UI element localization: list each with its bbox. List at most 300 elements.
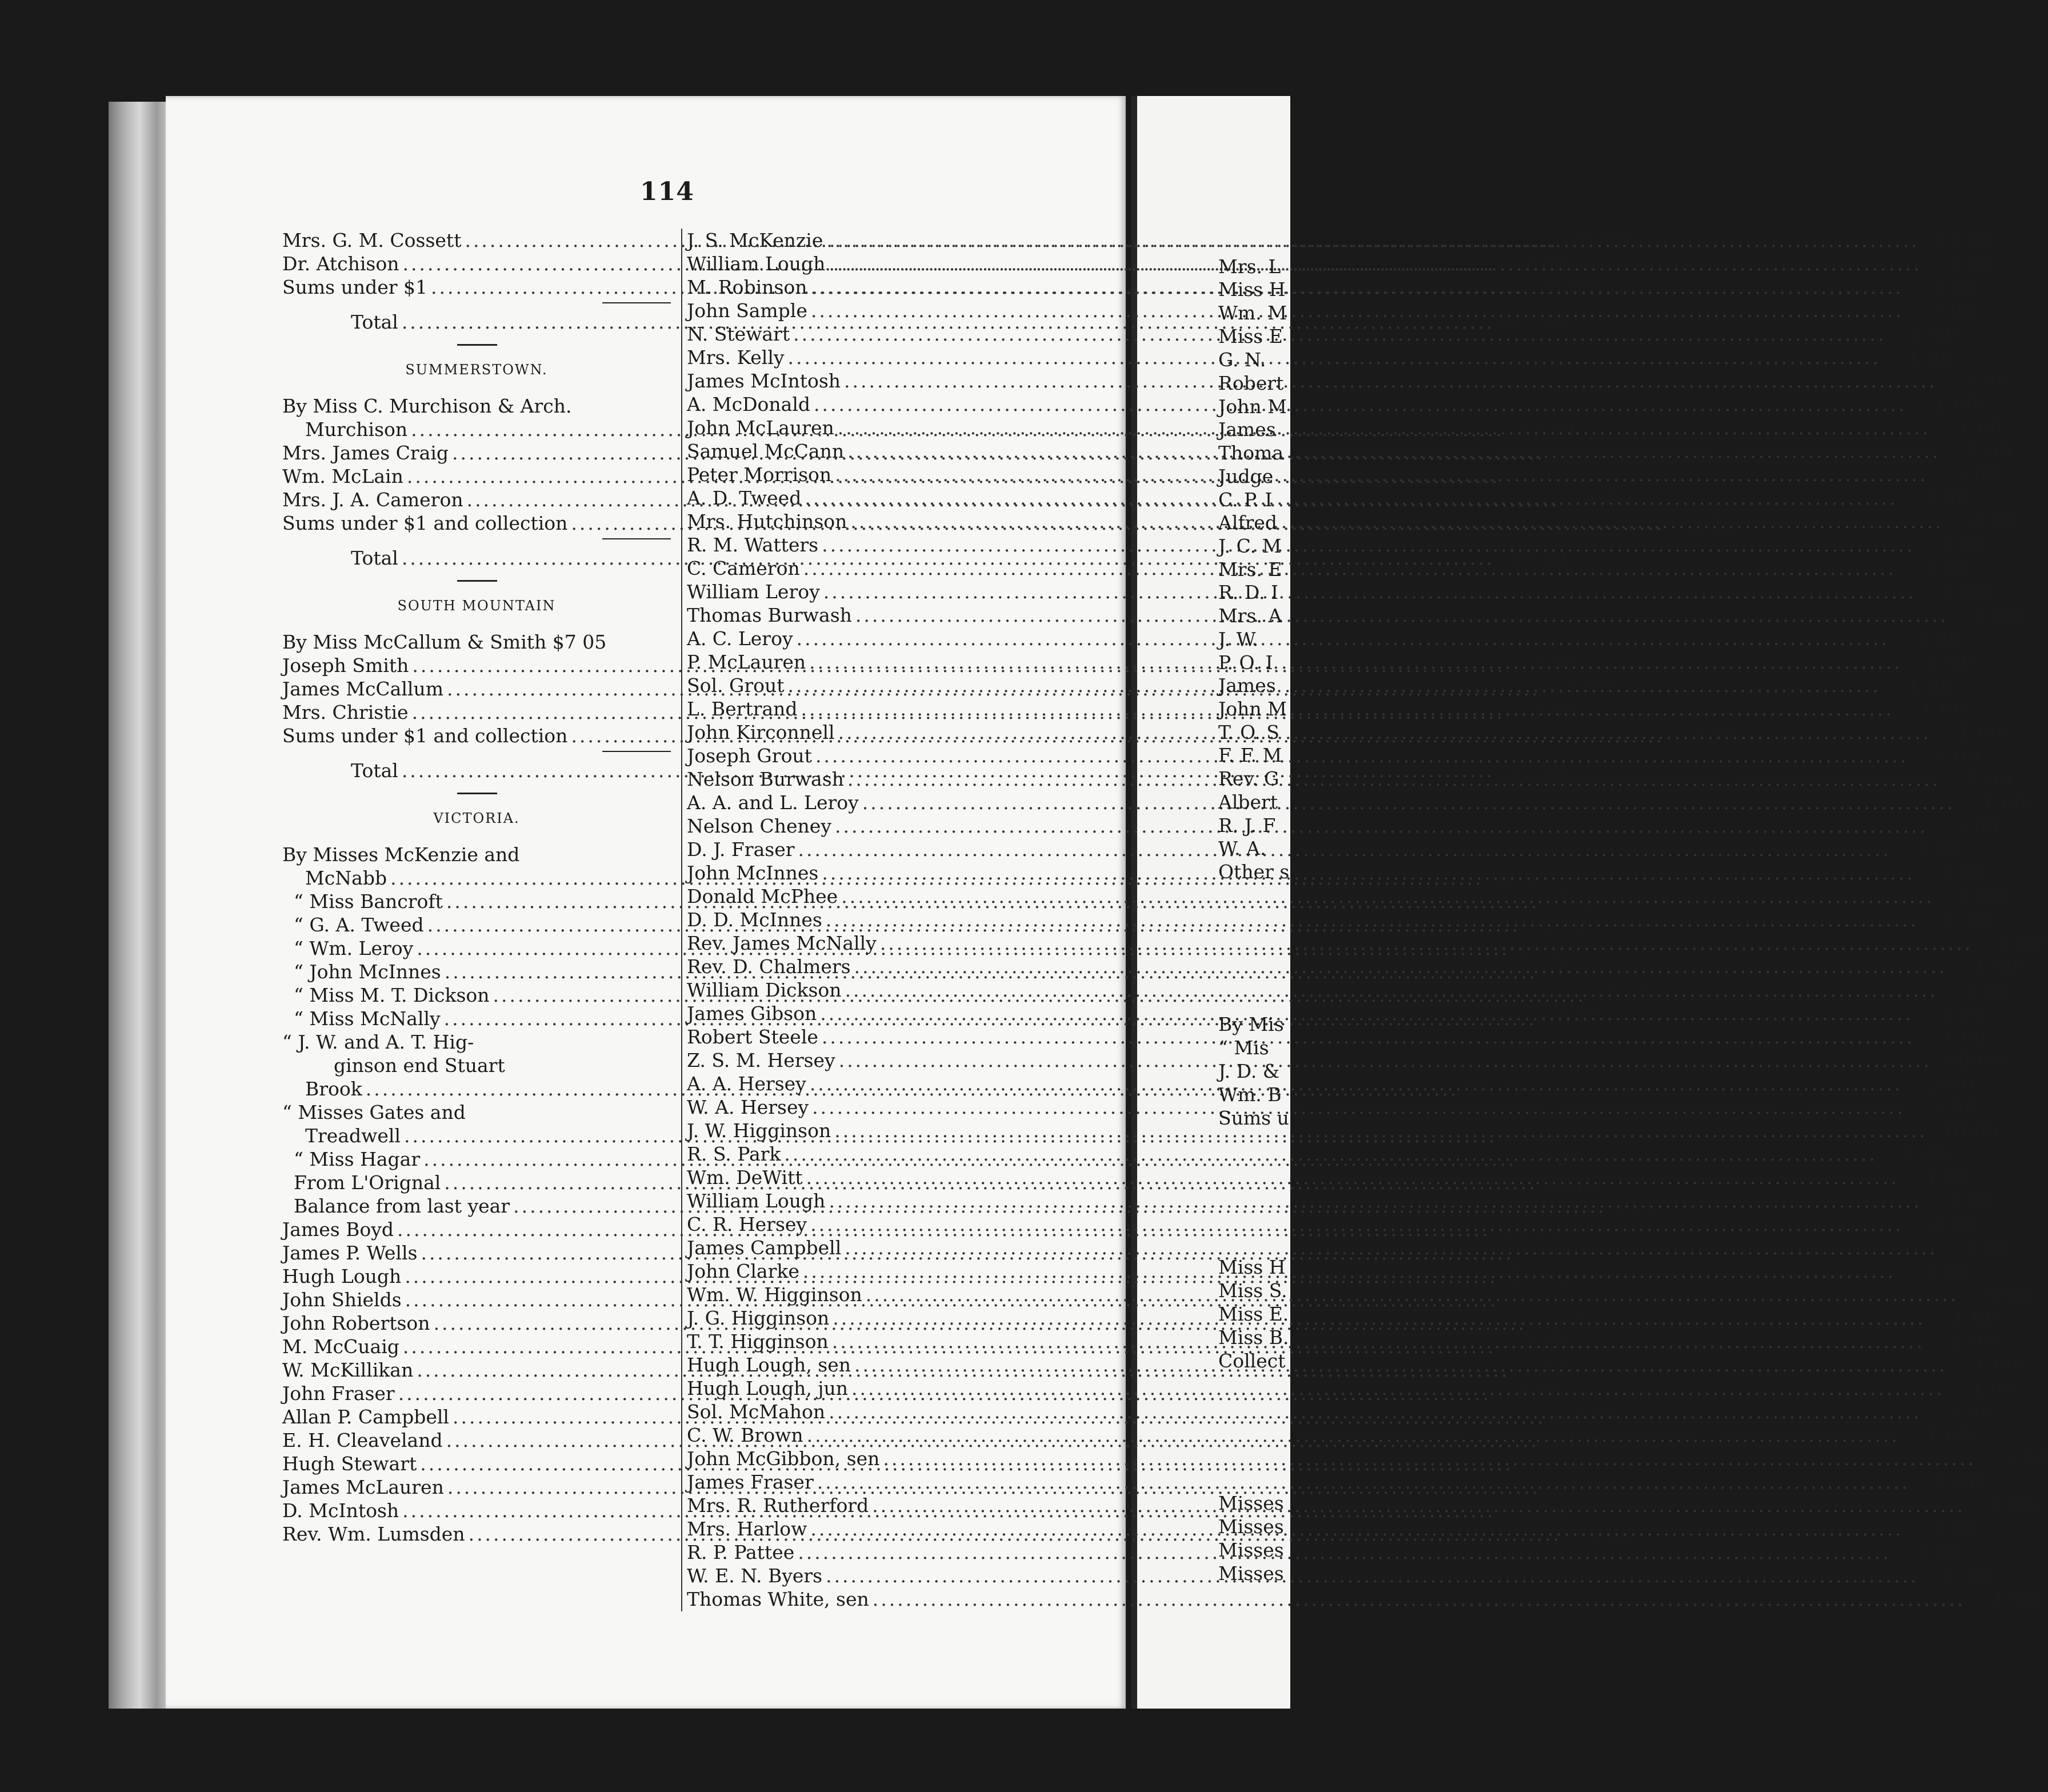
facing-page-text: Mrs. L	[1218, 255, 1281, 278]
contributor-name: R. P. Pattee	[687, 1541, 795, 1563]
facing-page-text: Thoma	[1218, 442, 1284, 464]
leader-dots	[788, 674, 1881, 697]
amount: 1 00	[1521, 253, 1568, 275]
contributor-name: Hugh Lough	[282, 1265, 402, 1287]
facing-page-text: J. D. &	[1218, 1060, 1280, 1082]
leader-dots	[866, 1283, 1959, 1306]
leader-dots	[810, 275, 1903, 299]
contributor-name: James Campbell	[687, 1237, 842, 1259]
contributor-name: “ Miss McNally	[294, 1007, 441, 1030]
leader-dots	[832, 1330, 1925, 1353]
leader-dots	[826, 908, 1919, 931]
contributor-name: Thomas Burwash	[687, 604, 852, 626]
amount: 1 00	[1970, 1377, 2017, 1399]
amount: 1 00	[1999, 932, 2045, 954]
contributor-name: Mrs. Kelly	[687, 346, 785, 369]
facing-page-text: Sums u	[1218, 1107, 1289, 1129]
contributor-name: “ Wm. Leroy	[294, 937, 414, 959]
facing-page-text: T. O. S	[1218, 721, 1279, 743]
amount: 10 00	[1945, 1049, 2004, 1071]
contributor-name: Wm. DeWitt	[687, 1166, 803, 1189]
contributor-name: Rev. Wm. Lumsden	[282, 1523, 465, 1545]
amount: 1 00	[1954, 815, 2000, 837]
section-heading: VICTORIA.	[433, 810, 520, 826]
amount: 10 00	[1503, 1218, 1562, 1241]
contributor-name: William Lough	[687, 253, 826, 275]
contributor-name: Mrs. J. A. Cameron	[282, 489, 463, 511]
contributor-name: Mrs. Hutchinson	[687, 510, 847, 533]
contributor-name: A. C. Leroy	[687, 627, 793, 650]
amount: 1 00	[1565, 1429, 1611, 1451]
facing-page-text: Wm. M	[1218, 302, 1287, 324]
amount: 10 60	[1545, 961, 1604, 983]
facing-page-text: Robert	[1218, 372, 1284, 394]
contributor-name: Mrs. James Craig	[282, 442, 449, 464]
contributor-name: Hugh Stewart	[282, 1453, 417, 1475]
contributor-name: McNabb	[305, 867, 387, 889]
contributor-name: M. McCuaig	[282, 1335, 399, 1358]
section-heading: SOUTH MOUNTAIN	[397, 598, 556, 614]
contributor-name: Sol. McMahon	[687, 1401, 826, 1423]
amount: 2 00	[1942, 581, 1989, 603]
amount: $1 20	[1517, 418, 1576, 441]
contributor-name: Mrs. Christie	[282, 701, 409, 723]
contributor-name: John McLauren	[687, 417, 834, 439]
amount: 1 00	[1526, 465, 1572, 487]
text-line: By Miss C. Murchison & Arch.	[282, 395, 572, 417]
sum-rule	[602, 751, 671, 752]
facing-page-text: James	[1218, 674, 1276, 697]
leader-dots	[880, 931, 1973, 955]
amount: 1 00	[1941, 1026, 1987, 1048]
facing-page-text: Collect	[1218, 1350, 1286, 1372]
amount: 1 00	[1954, 463, 2000, 486]
amount: 1 00	[1947, 1190, 1994, 1212]
contributor-name: Dr. Atchison	[282, 253, 399, 275]
contributor-name: John Sample	[687, 299, 807, 322]
amount: 4 28	[1690, 725, 1737, 747]
text-line: “ J. W. and A. T. Hig-	[282, 1031, 474, 1053]
amount: 2 25	[1535, 1359, 1582, 1381]
contributor-name: James Fraser	[687, 1471, 814, 1493]
ledger-row	[687, 1447, 2048, 1470]
sum-rule	[602, 538, 671, 539]
contributor-name: John McGibbon, sen	[687, 1447, 880, 1470]
amount: 5 00	[1985, 1283, 2031, 1306]
leader-dots	[850, 510, 1943, 533]
leader-dots	[822, 533, 1915, 557]
amount: 1 00	[1903, 1143, 1950, 1165]
contributor-name: L. Bertrand	[687, 698, 798, 720]
leader-dots	[826, 1564, 1919, 1587]
section-heading: SUMMERSTOWN.	[405, 362, 548, 378]
contributor-name: R. S. Park	[687, 1143, 781, 1165]
leader-dots	[814, 393, 1907, 416]
contributor-name: Sums under $1 and collection	[282, 512, 568, 534]
contributor-name: Joseph Smith	[282, 654, 409, 677]
leader-dots	[793, 322, 1886, 346]
amount: 1 00	[1991, 1494, 2037, 1517]
amount: 11 87	[1613, 1195, 1673, 1217]
amount: 1 00	[1521, 1499, 1567, 1522]
contributor-name: William Leroy	[687, 581, 820, 603]
contributor-name: Brook	[305, 1078, 362, 1100]
amount: 1 00	[1922, 1260, 1968, 1282]
leader-dots	[839, 1049, 1932, 1072]
amount: 1 00	[1919, 698, 1966, 720]
facing-page-text: Misses C	[1218, 1492, 1305, 1514]
leader-dots	[822, 1025, 1915, 1049]
contributor-name: Donald McPhee	[687, 885, 838, 907]
contributor-name: “ Miss Bancroft	[294, 890, 443, 913]
facing-page-text: Albert	[1218, 791, 1278, 813]
text-line: ginson end Stuart	[334, 1054, 505, 1077]
amount: 1 00	[1966, 768, 2013, 790]
contributor-name: Nelson Burwash	[687, 768, 844, 790]
amount: $1 00	[1932, 229, 1992, 251]
leader-dots	[854, 1353, 1947, 1377]
amount: 1 00	[1939, 1002, 1985, 1025]
facing-page-text: John M	[1218, 698, 1287, 720]
leader-dots	[838, 721, 1931, 744]
leader-dots	[847, 767, 1941, 791]
amount: 1 00	[1941, 862, 1987, 884]
contributor-name: N. Stewart	[687, 323, 790, 345]
contributor-name: A. McDonald	[687, 393, 811, 415]
facing-page-text: Alfred	[1218, 511, 1278, 534]
contributor-name: J. G. Higginson	[687, 1307, 830, 1329]
amount: 1 00	[1906, 346, 1953, 369]
contributor-name: John Fraser	[282, 1382, 395, 1405]
sum-rule	[602, 302, 671, 303]
contributor-name: James McCallum	[282, 678, 443, 700]
facing-page-text: Misses M	[1218, 1539, 1309, 1561]
contributor-name: James McLauren	[282, 1476, 444, 1498]
contributor-name: James Gibson	[687, 1002, 817, 1025]
contributor-name: Nelson Cheney	[687, 815, 831, 837]
amount: 1 00	[1933, 393, 1979, 415]
amount: 3 00	[1523, 1289, 1570, 1311]
ledger-row	[687, 229, 1992, 252]
leader-dots	[841, 885, 1934, 908]
amount: 1 00	[1928, 651, 1974, 673]
amount: 28 00	[1537, 276, 1596, 298]
amount: $47 00	[1498, 311, 1570, 333]
contributor-name: “ G. A. Tweed	[294, 914, 424, 936]
contributor-name: Robert Steele	[687, 1026, 818, 1048]
leader-dots	[807, 1423, 1900, 1447]
contributor-name: Wm. McLain	[282, 465, 403, 487]
contributor-name: W. E. N. Byers	[687, 1565, 823, 1587]
amount: 1 00	[1974, 604, 2021, 626]
contributor-name: Mrs. Harlow	[687, 1518, 807, 1540]
amount: 1 00	[1963, 979, 2010, 1001]
contributor-name: William Lough	[687, 1190, 826, 1212]
leader-dots	[835, 463, 1928, 486]
contributor-name: Rev. D. Chalmers	[687, 955, 851, 978]
leader-dots	[844, 369, 1937, 393]
leader-dots	[855, 603, 1949, 627]
amount: 1 00	[1912, 323, 1958, 345]
contributor-name: Mrs. G. M. Cossett	[282, 229, 462, 251]
contributor-name: T. T. Higginson	[687, 1330, 829, 1353]
leader-dots	[803, 1259, 1896, 1283]
amount: 16 65	[1517, 937, 1576, 959]
page-number: 114	[640, 177, 694, 206]
contributor-name: D. J. Fraser	[687, 838, 795, 861]
section-divider	[457, 580, 497, 582]
contributor-name: “ Miss M. T. Dickson	[294, 984, 490, 1006]
leader-dots	[835, 814, 1928, 838]
contributor-name: C. W. Brown	[687, 1424, 803, 1446]
facing-page-text: Misses S	[1218, 1562, 1303, 1585]
leader-dots	[822, 861, 1915, 885]
contributor-name: Mrs. R. Rutherford	[687, 1494, 869, 1517]
facing-page-text: “ Mis	[1218, 1037, 1269, 1059]
facing-page-text: Rev. G	[1218, 767, 1279, 790]
amount: 1 00	[1930, 299, 1976, 322]
amount: 1 00	[1951, 1307, 1998, 1329]
facing-page-text: James	[1218, 418, 1276, 441]
amount: 1 50	[1973, 955, 2019, 978]
leader-dots	[833, 1306, 1926, 1330]
facing-page-text: J. C. M	[1218, 535, 1282, 557]
amount: 30 87	[1544, 1171, 1603, 1194]
facing-page-text: Miss H	[1218, 278, 1286, 301]
facing-page-text: R. J. F	[1218, 814, 1276, 837]
amount: 2 00	[1922, 557, 1969, 579]
contributor-name: D. McIntosh	[282, 1499, 399, 1522]
amount: 7 25	[1537, 1148, 1583, 1170]
section-divider	[457, 793, 497, 794]
contributor-name: A. D. Tweed	[687, 487, 802, 509]
contributor-name: A. A. Hersey	[687, 1073, 806, 1095]
amount: 1 00	[1951, 1330, 1997, 1353]
contributor-name: “ John McInnes	[294, 961, 441, 983]
leader-dots	[810, 1517, 1903, 1541]
contributor-name: John McInnes	[687, 862, 819, 884]
contributor-name: James P. Wells	[282, 1242, 418, 1264]
contributor-name: Z. S. M. Hersey	[687, 1049, 835, 1071]
amount: 1 00	[1957, 417, 2003, 439]
leader-dots	[826, 229, 1919, 252]
amount: 1 00	[1966, 440, 2013, 462]
contributor-name: Sol. Grout	[687, 674, 785, 697]
amount: 1 00	[1531, 654, 1578, 677]
leader-dots	[851, 1377, 1945, 1400]
amount: 1 00	[1947, 1401, 1994, 1423]
leader-dots	[854, 955, 1947, 978]
facing-page-text: Judge	[1218, 465, 1274, 487]
contributor-name: Total	[351, 547, 398, 569]
amount: 1 00	[1973, 1354, 2019, 1376]
leader-dots	[803, 557, 1897, 580]
text-line: By Miss McCallum & Smith $7 05	[282, 631, 607, 653]
ledger-row	[687, 1423, 1972, 1447]
contributor-name: C. R. Hersey	[687, 1213, 807, 1235]
amount: $9 40	[1507, 547, 1567, 569]
section-divider	[457, 344, 497, 346]
amount: 1 00	[1941, 534, 1987, 556]
amount: 10 00	[1526, 1242, 1586, 1264]
contributor-name: P. McLauren	[687, 651, 806, 673]
amount: 1 00	[1934, 745, 1981, 767]
leader-dots	[810, 1072, 1903, 1095]
contributor-name: “ Miss Hagar	[294, 1148, 421, 1170]
contributor-name: Rev. James McNally	[687, 932, 877, 954]
amount: 5 40	[1690, 512, 1737, 534]
facing-page-text: Mrs. E	[1218, 558, 1282, 581]
leader-dots	[820, 1002, 1913, 1025]
leader-dots	[829, 1400, 1922, 1423]
amount: 1 00	[1917, 838, 1963, 861]
facing-page-text: Other s	[1218, 861, 1290, 883]
amount: 1 00	[1963, 1237, 2010, 1259]
contributor-name: Total	[351, 759, 398, 782]
contributor-name: Samuel McCann	[687, 440, 845, 462]
contributor-name: W. A. Hersey	[687, 1096, 809, 1118]
text-line: “ Misses Gates and	[282, 1101, 466, 1123]
amount: 1 00	[1929, 276, 1976, 298]
text-line: By Misses McKenzie and	[282, 843, 520, 866]
amount: 23 62	[1504, 1125, 1563, 1147]
amount: 1 00	[1929, 1518, 1976, 1540]
facing-page-text: Miss H	[1218, 1256, 1286, 1278]
amount: 1 00	[1991, 1588, 2038, 1610]
amount: 2 00	[1969, 510, 2016, 533]
amount: 1 00	[1981, 791, 2027, 814]
amount: 1 00	[1566, 1476, 1613, 1498]
ledger-row	[687, 1400, 1994, 1423]
ledger-row	[687, 1377, 2017, 1400]
contributor-name: E. H. Cleaveland	[282, 1429, 443, 1451]
amount: 8 00	[1540, 914, 1587, 936]
facing-page-text: Miss E	[1218, 325, 1283, 347]
contributor-name: John Kirconnell	[687, 721, 835, 743]
amount: 1 00	[1585, 489, 1632, 511]
contributor-name: D. D. McInnes	[687, 909, 822, 931]
contributor-name: R. M. Watters	[687, 534, 819, 556]
leader-dots	[873, 1587, 1966, 1611]
leader-dots	[809, 650, 1902, 674]
leader-dots	[805, 486, 1898, 510]
contributor-name: Hugh Lough, sen	[687, 1354, 851, 1376]
facing-page-text: J. W.	[1218, 628, 1259, 650]
contributor-name: James Boyd	[282, 1218, 394, 1241]
contributor-name: J. S. McKenzie	[687, 229, 823, 251]
amount: 74 45	[1466, 1078, 1525, 1100]
contributor-name: W. McKillikan	[282, 1359, 414, 1381]
amount: 2 00	[1522, 1335, 1568, 1358]
amount: 1 00	[1566, 678, 1612, 700]
contributor-name: M. Robinson	[687, 276, 807, 298]
amount: 10 25	[1593, 984, 1653, 1006]
facing-page-text: G. N.	[1218, 349, 1266, 371]
leader-dots	[798, 1541, 1891, 1564]
leader-dots	[810, 1213, 1903, 1236]
amount: $1 00	[1570, 229, 1630, 251]
leader-dots	[862, 791, 1955, 814]
facing-page-text: Miss E.	[1218, 1303, 1289, 1325]
contributor-name: Hugh Lough, jun	[687, 1377, 849, 1399]
contributor-name: Balance from last year	[294, 1195, 510, 1217]
leader-dots	[812, 1095, 1905, 1119]
facing-page-text: C. P. I	[1218, 489, 1273, 511]
facing-page-text: Wm. B	[1218, 1083, 1282, 1106]
facing-page-text: John M	[1218, 395, 1287, 418]
amount: 1 00	[1915, 627, 1962, 650]
leader-dots	[829, 1189, 1922, 1213]
amount: 10 00	[1510, 1265, 1570, 1287]
contributor-name: Sums under $1	[282, 276, 427, 298]
leader-dots	[834, 1119, 1927, 1142]
leader-dots	[784, 1142, 1877, 1166]
contributor-name: Total	[351, 311, 398, 333]
amount: 1 00	[1571, 1406, 1618, 1428]
amount: 2 00	[1552, 1312, 1599, 1334]
contributor-name: Joseph Grout	[687, 745, 812, 767]
facing-page-text: Miss B.	[1218, 1326, 1289, 1349]
amount: 1 00	[1517, 1382, 1563, 1405]
contributor-name: James McIntosh	[687, 370, 841, 392]
facing-page-text: P. O. I	[1218, 651, 1273, 674]
amount: 1 00	[1960, 885, 2006, 907]
facing-page-text: W. A.	[1218, 837, 1266, 859]
leader-dots	[838, 416, 1931, 439]
contributor-name: Peter Morrison	[687, 463, 832, 486]
leader-dots	[788, 346, 1881, 369]
amount: 1 50	[2002, 1447, 2048, 1470]
leader-dots	[845, 978, 1938, 1002]
amount: 1 00	[1925, 1424, 1972, 1446]
leader-dots	[798, 838, 1891, 861]
contributor-name: Thomas White, sen	[687, 1588, 869, 1610]
amount: 10 00	[1940, 1119, 1999, 1142]
amount: 1 00	[1587, 1523, 1634, 1545]
amount: 1 00	[1957, 721, 2003, 743]
facing-page-text: Miss S.	[1218, 1279, 1287, 1302]
leader-dots	[829, 252, 1922, 275]
amount: 1 00	[1945, 909, 1991, 931]
amount: 1 00	[1917, 1541, 1963, 1563]
contributor-name: John Robertson	[282, 1312, 430, 1334]
leader-dots	[845, 1236, 1938, 1259]
contributor-name: John Shields	[282, 1289, 402, 1311]
amount: 1 00	[1925, 1166, 1971, 1189]
amount: 1 00	[1530, 701, 1577, 723]
amount: 1 00	[1923, 487, 1970, 509]
facing-page-text: Misses C	[1218, 1515, 1305, 1538]
ledger-row	[687, 1470, 1982, 1494]
contributor-name: John Clarke	[687, 1260, 799, 1282]
amount: 1 00	[1936, 1471, 1982, 1493]
contributor-name: From L'Orignal	[294, 1171, 441, 1194]
contributor-name: William Dickson	[687, 979, 842, 1001]
facing-page-text: R. D. I	[1218, 581, 1279, 603]
leader-dots	[801, 697, 1894, 721]
facing-page-text: By Mis	[1218, 1013, 1284, 1035]
amount: 1 00	[1571, 442, 1617, 464]
leader-dots	[806, 1166, 1899, 1189]
contributor-name: Murchison	[305, 418, 408, 441]
leader-dots	[872, 1494, 1965, 1517]
facing-page-text: Mrs. A	[1218, 605, 1282, 627]
contributor-name: J. W. Higginson	[687, 1119, 831, 1142]
amount: 1 00	[1947, 253, 1994, 275]
leader-dots	[883, 1447, 1976, 1470]
amount: 1 00	[1945, 1565, 1991, 1587]
amount: $7 28	[1507, 759, 1567, 782]
